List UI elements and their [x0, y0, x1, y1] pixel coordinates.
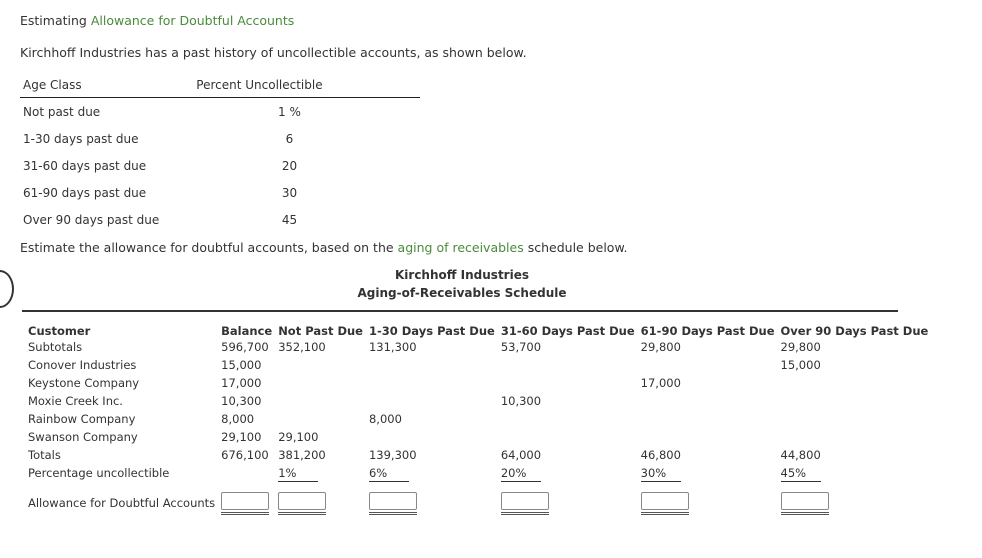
cell-not-past-due [272, 358, 363, 376]
schedule-company: Kirchhoff Industries [394, 268, 529, 282]
table-row [22, 340, 928, 358]
schedule-name: Aging-of-Receivables Schedule [357, 286, 567, 300]
age-row [20, 206, 420, 233]
age-class: 61-90 days past due [23, 185, 147, 200]
cell-customer: Rainbow Company [28, 412, 136, 426]
pct-1-30: 6% [369, 466, 409, 482]
age-class: Over 90 days past due [23, 212, 160, 227]
cell-1-30: 8,000 [368, 412, 402, 426]
allowance-row [22, 488, 928, 518]
cell-31-60: 10,300 [500, 394, 542, 408]
pct-over-90: 45% [781, 466, 821, 482]
instruction-before: Estimate the allowance for doubtful accounts, based on the [20, 240, 398, 255]
cell-31-60 [495, 376, 635, 394]
age-class: 1-30 days past due [23, 131, 139, 146]
col-31-60: 31-60 Days Past Due [500, 324, 635, 338]
left-edge-arc [0, 270, 14, 308]
cell-31-60: 53,700 [500, 340, 542, 354]
totals-row [22, 448, 928, 466]
age-percent: 20 [281, 158, 298, 173]
cell-1-30 [363, 430, 495, 448]
age-percent: 1 % [278, 104, 301, 119]
cell-balance: 676,100 [221, 448, 269, 462]
age-row [20, 179, 420, 206]
cell-61-90 [635, 412, 775, 430]
pct-31-60: 20% [501, 466, 541, 482]
allowance-label: Allowance for Doubtful Accounts [28, 496, 216, 510]
cell-balance: 596,700 [221, 340, 269, 354]
cell-over-90 [775, 376, 929, 394]
cell-balance: 8,000 [221, 412, 255, 426]
cell-61-90: 29,800 [640, 340, 681, 354]
instruction-text [20, 240, 628, 255]
cell-customer: Conover Industries [28, 358, 137, 372]
cell-31-60 [495, 430, 635, 448]
cell-31-60 [495, 358, 635, 376]
aging-link[interactable]: aging of receivables [397, 240, 524, 255]
cell-not-past-due: 29,100 [278, 430, 319, 444]
instruction-after: schedule below. [523, 240, 628, 255]
cell-customer: Subtotals [28, 340, 83, 354]
cell-balance: 15,000 [221, 358, 262, 372]
cell-customer: Moxie Creek Inc. [28, 394, 123, 408]
age-percent: 6 [285, 131, 294, 146]
cell-1-30: 139,300 [368, 448, 417, 462]
age-row [20, 152, 420, 179]
cell-31-60: 64,000 [500, 448, 542, 462]
cell-1-30 [363, 358, 495, 376]
age-class: 31-60 days past due [23, 158, 147, 173]
col-61-90: 61-90 Days Past Due [640, 324, 775, 338]
cell-not-past-due [272, 394, 363, 412]
allowance-not-past-due-input[interactable] [278, 492, 326, 510]
cell-empty [215, 466, 272, 488]
cell-61-90 [635, 394, 775, 412]
cell-balance: 10,300 [221, 394, 262, 408]
allowance-31-60-input[interactable] [501, 492, 549, 510]
table-row [22, 412, 928, 430]
allowance-31-60-wrap [501, 492, 549, 515]
percentage-row [22, 466, 928, 488]
schedule-header-row [22, 322, 928, 340]
cell-31-60 [495, 412, 635, 430]
pct-not-past-due: 1% [278, 466, 318, 482]
percentage-label: Percentage uncollectible [28, 466, 170, 480]
col-not-past-due: Not Past Due [278, 324, 363, 338]
cell-61-90: 46,800 [640, 448, 681, 462]
cell-over-90: 29,800 [780, 340, 821, 354]
cell-customer: Keystone Company [28, 376, 140, 390]
pct-61-90: 30% [641, 466, 681, 482]
cell-1-30 [363, 376, 495, 394]
age-row [20, 98, 420, 126]
cell-not-past-due [272, 376, 363, 394]
table-row [22, 358, 928, 376]
cell-61-90: 17,000 [640, 376, 681, 390]
table-row [22, 394, 928, 412]
allowance-1-30-wrap [369, 492, 417, 515]
cell-customer: Totals [28, 448, 61, 462]
col-over-90: Over 90 Days Past Due [780, 324, 929, 338]
allowance-1-30-input[interactable] [369, 492, 417, 510]
table-row [22, 430, 928, 448]
cell-not-past-due: 352,100 [278, 340, 326, 354]
cell-customer: Swanson Company [28, 430, 138, 444]
table-row [22, 376, 928, 394]
cell-over-90: 15,000 [780, 358, 821, 372]
cell-1-30: 131,300 [368, 340, 417, 354]
cell-balance: 17,000 [221, 376, 262, 390]
percent-header: Percent Uncollectible [219, 73, 420, 98]
cell-not-past-due [272, 412, 363, 430]
allowance-over-90-wrap [781, 492, 829, 515]
col-1-30: 1-30 Days Past Due [368, 324, 495, 338]
allowance-61-90-input[interactable] [641, 492, 689, 510]
title-link[interactable]: Allowance for Doubtful Accounts [90, 13, 295, 28]
cell-over-90: 44,800 [780, 448, 821, 462]
age-row [20, 125, 420, 152]
cell-61-90 [635, 430, 775, 448]
aging-schedule-table [22, 322, 928, 518]
page-title [20, 13, 294, 28]
age-percent: 30 [281, 185, 298, 200]
age-class-header: Age Class [20, 73, 219, 98]
title-prefix: Estimating [20, 13, 91, 28]
schedule-top-rule [22, 310, 898, 312]
cell-balance: 29,100 [221, 430, 262, 444]
allowance-balance-wrap [221, 492, 269, 515]
allowance-over-90-input[interactable] [781, 492, 829, 510]
age-class-table [20, 73, 420, 233]
cell-over-90 [775, 412, 929, 430]
allowance-balance-input[interactable] [221, 492, 269, 510]
col-customer: Customer [28, 324, 91, 338]
col-balance: Balance [221, 324, 273, 338]
cell-1-30 [363, 394, 495, 412]
intro-text: Kirchhoff Industries has a past history of uncollectible accounts, as shown below. [20, 45, 527, 60]
cell-over-90 [775, 394, 929, 412]
allowance-61-90-wrap [641, 492, 689, 515]
cell-61-90 [635, 358, 775, 376]
age-percent: 45 [281, 212, 298, 227]
cell-not-past-due: 381,200 [278, 448, 326, 462]
cell-over-90 [775, 430, 929, 448]
allowance-not-past-due-wrap [278, 492, 326, 515]
age-class: Not past due [23, 104, 101, 119]
